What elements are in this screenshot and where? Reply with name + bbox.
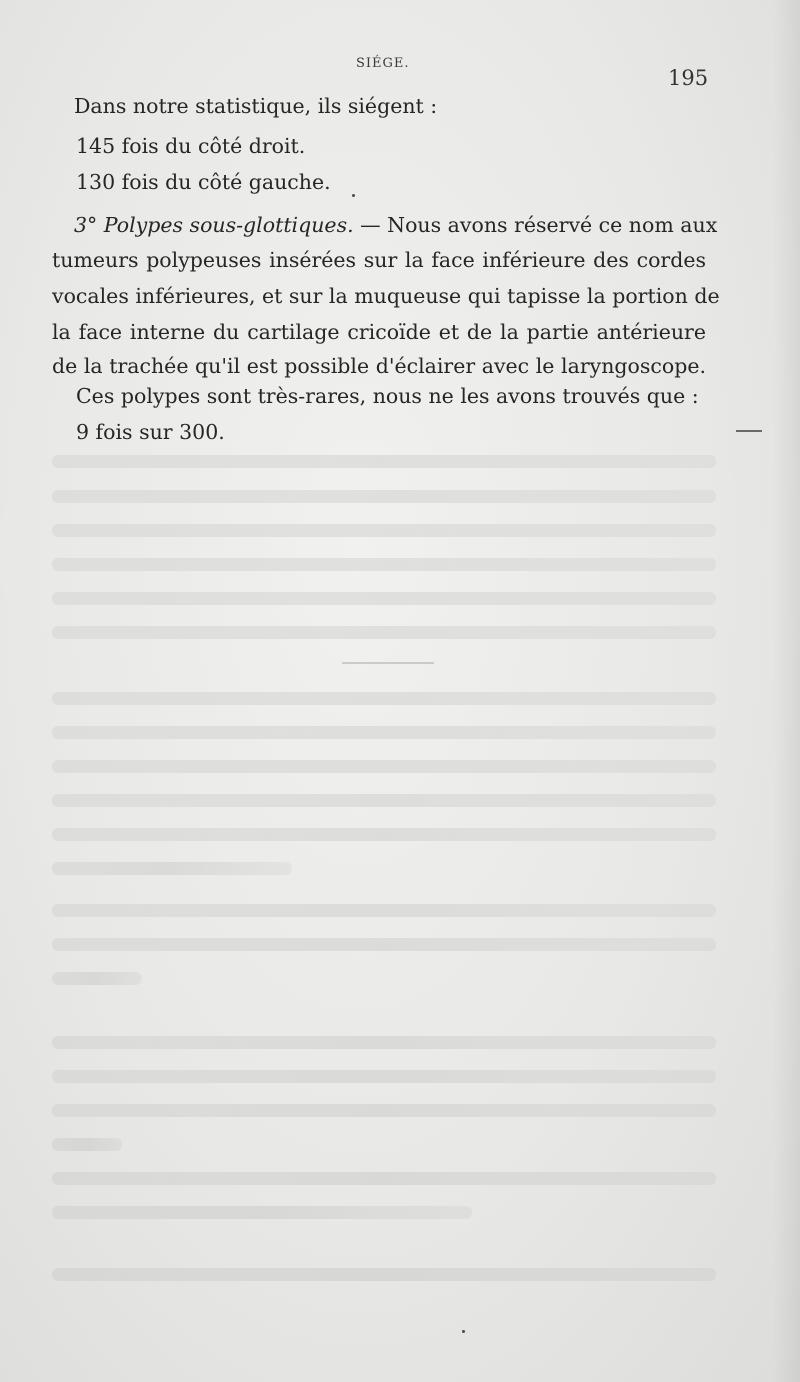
show-through-line	[52, 692, 716, 705]
show-through-line	[52, 455, 716, 468]
ink-dot	[352, 194, 355, 197]
show-through-line	[52, 626, 716, 639]
show-through-line	[52, 592, 716, 605]
ink-dot	[462, 1330, 465, 1333]
text-line: la face interne du cartilage cricoïde et de la partie antérieure	[52, 320, 706, 344]
margin-dash	[736, 430, 762, 432]
show-through-line	[52, 904, 716, 917]
show-through-line	[52, 524, 716, 537]
text-line: de la trachée qu'il est possible d'éclairer avec le laryngoscope.	[52, 354, 706, 378]
show-through-line	[52, 726, 716, 739]
show-through-line	[52, 794, 716, 807]
show-through-line	[52, 1104, 716, 1117]
show-through-line	[52, 1206, 472, 1219]
show-through-line	[52, 490, 716, 503]
show-through-line	[52, 1070, 716, 1083]
show-through-line	[52, 972, 142, 985]
text-line: 130 fois du côté gauche.	[76, 170, 331, 194]
running-title: SIÉGE.	[356, 56, 410, 71]
show-through-line	[52, 938, 716, 951]
text-line: Dans notre statistique, ils siégent :	[74, 94, 438, 118]
show-through-line	[52, 1268, 716, 1281]
show-through-line	[52, 760, 716, 773]
text-line: vocales inférieures, et sur la muqueuse qui tapisse la portion de	[52, 284, 720, 308]
page-number: 195	[668, 66, 709, 90]
show-through-line	[52, 558, 716, 571]
text-line: 145 fois du côté droit.	[76, 134, 306, 158]
show-through-rule	[342, 662, 434, 664]
show-through-line	[52, 1036, 716, 1049]
show-through-line	[52, 1138, 122, 1151]
text-line: 9 fois sur 300.	[76, 420, 225, 444]
show-through-line	[52, 828, 716, 841]
page-edge-shadow	[772, 0, 800, 1382]
text-line: Ces polypes sont très-rares, nous ne les avons trouvés que :	[76, 384, 699, 408]
paragraph-first-line	[74, 213, 718, 237]
paragraph-first-line-rest: — Nous avons réservé ce nom aux	[360, 213, 718, 237]
text-line: tumeurs polypeuses insérées sur la face inférieure des cordes	[52, 248, 706, 272]
show-through-line	[52, 862, 292, 875]
paragraph-heading: 3° Polypes sous-glottiques.	[74, 213, 354, 237]
show-through-line	[52, 1172, 716, 1185]
